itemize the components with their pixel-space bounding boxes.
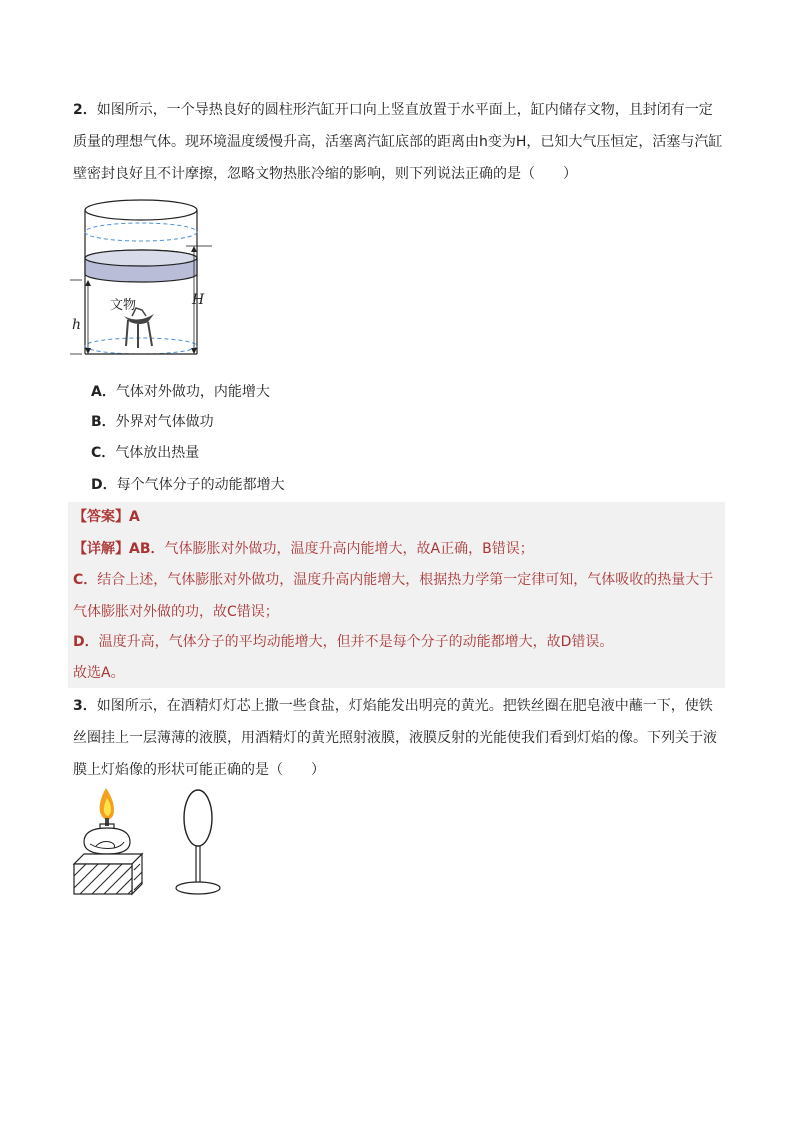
q2-option-c[interactable]: C．气体放出热量 [91,445,200,461]
q2-option-d[interactable]: D．每个气体分子的动能都增大 [91,477,285,493]
detail-d-line: D．温度升高，气体分子的平均动能增大，但并不是每个分子的动能都增大，故D错误。 [73,634,614,650]
q2-stem-text: 如图所示，一个导热良好的圆柱形汽缸开口向上竖直放置于水平面上，缸内储存文物，且封闭有一定质量的理想气体。现环境温度缓慢升高，活塞离汽缸底部的距离由h变为H，已知大气压恒定，活塞与汽缸壁密封良好且不计摩擦，忽略文物热胀冷缩的影响，则下列说法正确的是（ ） [73,102,723,182]
artifact-icon [124,308,154,348]
detail-ab-line: 【详解】AB．气体膨胀对外做功，温度升高内能增大，故A正确，B错误； [73,541,534,557]
q3-stem-text: 如图所示，在酒精灯灯芯上撒一些食盐，灯焰能发出明亮的黄光。把铁丝圈在肥皂液中蘸一下，使铁丝圈挂上一层薄薄的液膜，用酒精灯的黄光照射液膜，液膜反射的光能使我们看到灯焰的像。下列关于液膜上灯焰像的形状可能正确的是（ ） [73,698,717,778]
q2-stem [73,94,725,190]
label-H: H [192,292,205,308]
dashed-level-upper [85,223,197,241]
dashed-level-bottom [85,338,197,354]
artifact-label: 文物 [110,298,137,313]
q3-number: 3． [73,698,97,714]
q2-option-a[interactable]: A．气体对外做功，内能增大 [91,384,270,400]
lamp-and-wire-loop-figure [70,784,240,900]
detail-c-line: C．结合上述，气体膨胀对外做功，温度升高内能增大，根据热力学第一定律可知，气体吸收的热量大于气体膨胀对外做的功，故C错误； [73,572,714,620]
wire-loop-icon [176,790,220,894]
answer-line: 【答案】A [73,509,140,525]
answer-value: A [129,509,140,525]
cylinder-figure [66,196,216,362]
q3-stem [73,690,725,786]
cylinder-top-rim [85,200,197,220]
alcohol-lamp-icon [84,828,130,854]
q2-option-b[interactable]: B．外界对气体做功 [91,414,214,430]
wooden-block [74,854,142,894]
conclusion-line: 故选A。 [73,665,125,681]
label-h: h [72,317,82,333]
flame-icon [100,788,114,820]
q2-number: 2． [73,102,97,118]
